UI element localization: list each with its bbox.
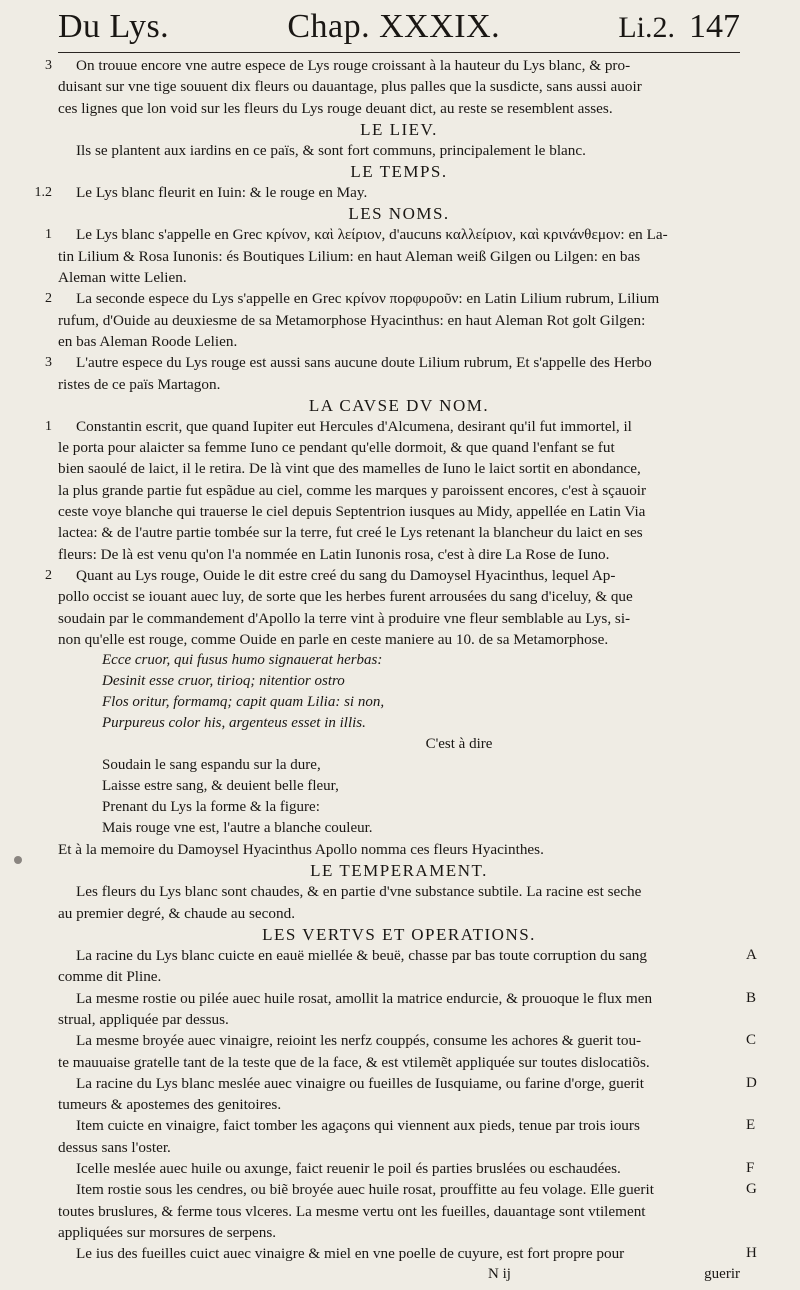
text-line: comme dit Pline. xyxy=(58,968,162,986)
text-line: Le ius des fueilles cuict auec vinaigre & miel en vne poelle de cuyure, est fort propre pour xyxy=(76,1245,625,1263)
section-heading: LE TEMPS. xyxy=(350,162,448,182)
margin-number: 2 xyxy=(45,567,52,583)
catchword: guerir xyxy=(704,1266,740,1283)
vertus-paragraph xyxy=(58,1115,756,1158)
margin-letter: E xyxy=(746,1117,756,1134)
section-heading: LES NOMS. xyxy=(348,204,450,224)
text-line: Icelle meslée auec huile ou axunge, faict reuenir le poil és parties bruslées ou eschaudées. xyxy=(76,1159,621,1177)
vertus-paragraph xyxy=(58,988,757,1031)
text-line: rufum, d'Ouide au deuxiesme de sa Metamorphose Hyacinthus: en haut Aleman Rot golt Gilgen: xyxy=(58,311,646,329)
margin-number: 3 xyxy=(45,58,52,73)
text-line: La mesme rostie ou pilée auec huile rosat, amollit la matrice endurcie, & prouoque le flux men xyxy=(76,989,653,1007)
margin-number: 1 xyxy=(45,418,52,434)
text-line: ces lignes que lon void sur les fleurs du Lys rouge deuant dict, au reste se resemblent asses. xyxy=(58,99,613,117)
text-line: strual, appliquée par dessus. xyxy=(58,1010,229,1028)
section-heading: LA CAVSE DV NOM. xyxy=(308,395,490,415)
vertus-paragraph xyxy=(58,945,757,988)
latin-verse-line: Desinit esse cruor, tirioq; nitentior ostro xyxy=(102,673,345,690)
text-line: L'autre espece du Lys rouge est aussi sans aucune doute Lilium rubrum, Et s'appelle des Herbo xyxy=(76,354,652,372)
temperament-paragraph xyxy=(58,881,740,924)
text-line: en bas Aleman Roode Lelien. xyxy=(58,332,238,350)
margin-letter: H xyxy=(746,1245,757,1262)
margin-number: 1 xyxy=(45,227,52,243)
vertus-paragraph xyxy=(58,1243,757,1264)
text-line: Ils se plantent aux iardins en ce païs, & sont fort communs, principalement le blanc. xyxy=(76,141,586,159)
cause-paragraph xyxy=(45,416,740,565)
noms-paragraph xyxy=(45,224,740,288)
text-line: tin Lilium & Rosa Iunonis: és Boutiques Lilium: en haut Aleman weiß Gilgen ou Lilgen: en bas xyxy=(58,247,641,265)
text-line: dessus sans l'oster. xyxy=(58,1138,171,1156)
text-line: tumeurs & apostemes des genitoires. xyxy=(58,1096,282,1114)
temps-paragraph xyxy=(34,182,740,203)
intro-paragraph xyxy=(45,55,740,119)
text-line: On trouue encore vne autre espece de Lys rouge croissant à la hauteur du Lys blanc, & pro- xyxy=(76,57,631,74)
text-line: La racine du Lys blanc meslée auec vinaigre ou fueilles de Iusquiame, ou farine d'orge, guerit xyxy=(76,1074,644,1092)
text-line: ristes de ce païs Martagon. xyxy=(58,375,221,393)
text-line: non qu'elle est rouge, comme Ouide en parle en ceste maniere au 10. de sa Metamorphose. xyxy=(58,630,609,648)
french-verse-line: Prenant du Lys la forme & la figure: xyxy=(102,799,320,816)
french-verse-line: Soudain le sang espandu sur la dure, xyxy=(102,757,321,774)
text-line: La mesme broyée auec vinaigre, reioint les nerfz couppés, consume les achores & guerit tou- xyxy=(76,1032,642,1050)
text-line: la plus grande partie fut espãdue au ciel, comme les marques y paroissent encores, c'est à sçauoir xyxy=(58,481,647,499)
margin-letter: A xyxy=(746,947,757,964)
margin-letter: F xyxy=(746,1159,755,1176)
text-line: Item rostie sous les cendres, ou biẽ broyée auec huile rosat, prouffitte au feu volage. Elle guerit xyxy=(76,1181,654,1199)
section-heading: LE TEMPERAMENT. xyxy=(310,861,488,881)
latin-verse-line: Ecce cruor, qui fusus humo signauerat herbas: xyxy=(102,652,383,669)
page-body xyxy=(34,55,757,1264)
french-verse-line: Laisse estre sang, & deuient belle fleur, xyxy=(102,778,339,795)
text-line: le porta pour alaicter sa femme Iuno ce pendant qu'elle dormoit, & que quand l'enfant se fut xyxy=(58,439,615,457)
text-line: appliquées sur morsures de serpens. xyxy=(58,1223,277,1241)
chapter-number: Chap. XXXIX. xyxy=(287,8,501,45)
lieu-paragraph xyxy=(58,140,740,161)
margin-number: 2 xyxy=(45,291,52,307)
text-line: soudain par le commandement d'Apollo la terre vint à produire vne fleur semblable au Lys, si- xyxy=(58,609,631,627)
margin-letter: C xyxy=(746,1032,757,1049)
text-line: ceste voye blanche qui trauerse le ciel depuis Septentrion iusques au Midy, appellée en Latin Via xyxy=(58,503,646,521)
text-line: bien saoulé de laict, il le retira. De là vint que des mamelles de Iuno le laict sortit en abondance, xyxy=(58,460,641,478)
book-number: Li.2. xyxy=(618,11,675,44)
vertus-paragraph xyxy=(58,1073,757,1116)
text-line: Constantin escrit, que quand Iupiter eut Hercules d'Alcumena, desirant qu'il fut immortel, il xyxy=(76,417,632,435)
text-line: Item cuicte en vinaigre, faict tomber les agaçons qui viennent aux pieds, tenue par trois iours xyxy=(76,1117,640,1135)
margin-number: 1.2 xyxy=(34,185,52,201)
section-heading: LE LIEV. xyxy=(360,119,438,139)
text-line: Quant au Lys rouge, Ouide le dit estre creé du sang du Damoysel Hyacinthus, lequel Ap- xyxy=(76,566,616,584)
margin-letter: B xyxy=(746,989,757,1006)
running-title: Du Lys. xyxy=(58,8,170,45)
text-line: pollo occist se iouant auec luy, de sorte que les herbes furent arrousées du sang d'iceluy, & que xyxy=(58,588,633,606)
noms-paragraph xyxy=(45,352,740,395)
cause-paragraph xyxy=(45,565,740,650)
text-line: Le Lys blanc s'appelle en Grec κρίνον, καὶ λείριον, d'aucuns καλλείριον, καὶ κρινάνθεμον: en La- xyxy=(76,226,668,244)
text-line: Aleman witte Lelien. xyxy=(58,269,187,287)
text-line: fleurs: De là est venu qu'on l'a nommée en Latin Iunonis rosa, c'est à dire La Rose de Iuno. xyxy=(58,545,610,563)
vertus-paragraph xyxy=(58,1030,757,1073)
text-line: duisant sur vne tige souuent dix fleurs ou dauantage, plus palles que la susdicte, sans aussi auoir xyxy=(58,78,642,96)
text-line: La racine du Lys blanc cuicte en eauë miellée & beuë, chasse par bas toute corruption du sang xyxy=(76,947,647,965)
text-line: lactea: & de l'autre partie tombée sur la terre, fut creé le Lys retenant la blancheur du laict en ses xyxy=(58,524,643,542)
page-number: 147 xyxy=(688,8,740,45)
text-line: toutes bruslures, & ferme tous vlceres. La mesme vertu ont les fueilles, dauantage sont vtilement xyxy=(58,1202,646,1220)
margin-letter: D xyxy=(746,1074,757,1091)
text-line: La seconde espece du Lys s'appelle en Grec κρίνον πορφυροῦν: en Latin Lilium rubrum, Lilium xyxy=(76,290,660,308)
text-line: te mauuaise gratelle tant de la teste que de la face, & est vtilemẽt appliquée sur toutes dislocatiõs. xyxy=(58,1053,650,1071)
latin-verse-line: Flos oritur, formamq; capit quam Lilia: si non, xyxy=(102,694,385,711)
translation-label: C'est à dire xyxy=(425,736,493,753)
closing-line: Et à la memoire du Damoysel Hyacinthus Apollo nomma ces fleurs Hyacinthes. xyxy=(58,841,544,859)
margin-spot xyxy=(14,856,22,864)
latin-verse-line: Purpureus color his, argenteus esset in illis. xyxy=(102,715,366,732)
text-line: au premier degré, & chaude au second. xyxy=(58,904,295,922)
section-heading: LES VERTVS ET OPERATIONS. xyxy=(262,925,536,945)
margin-number: 3 xyxy=(45,355,52,371)
running-header xyxy=(58,8,740,53)
text-line: Le Lys blanc fleurit en Iuin: & le rouge en May. xyxy=(76,184,368,202)
margin-letter: G xyxy=(746,1181,757,1198)
vertus-paragraph xyxy=(58,1179,757,1243)
vertus-paragraph xyxy=(58,1158,755,1179)
text-line: Les fleurs du Lys blanc sont chaudes, & en partie d'vne substance subtile. La racine est seche xyxy=(76,883,642,901)
noms-paragraph xyxy=(45,288,740,352)
french-verse-line: Mais rouge vne est, l'autre a blanche couleur. xyxy=(102,820,373,837)
signature-mark: N ij xyxy=(488,1266,511,1283)
